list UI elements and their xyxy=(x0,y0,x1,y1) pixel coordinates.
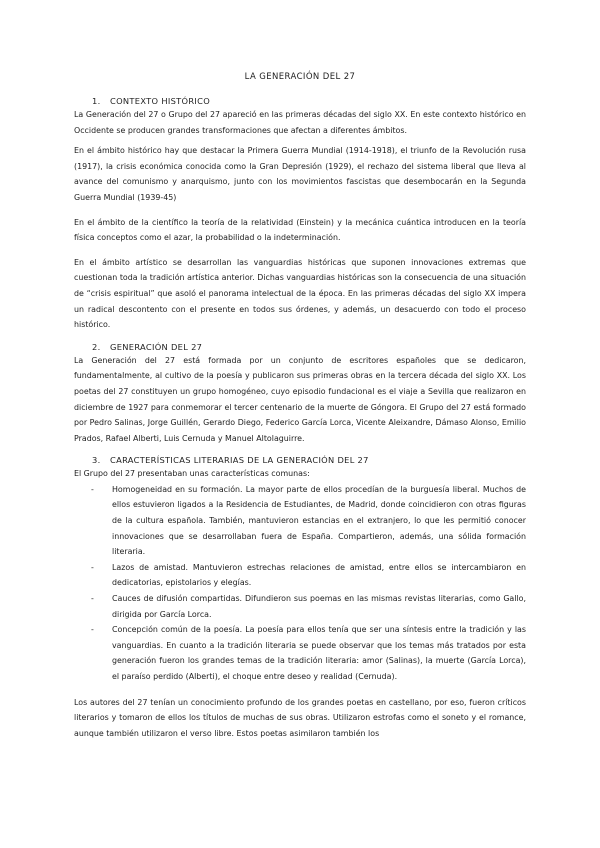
section-1-paragraph-4: En el ámbito artístico se desarrollan las vanguardias históricas que suponen innovaciones extremas que cuestionan toda la tradición artística anterior. Dichas vanguardias históricas son la consecuencia de una situación de “crisis espiritual” que asoló el panorama intelectual de la época. En las primeras décadas del siglo XX impera un radical descontento con el presente en todos sus órdenes, y además, un desacuerdo con todo el proceso histórico. xyxy=(74,257,526,330)
list-item: - Homogeneidad en su formación. La mayor parte de ellos procedían de la burguesía liberal. Muchos de ellos estuvieron ligados a la Residencia de Estudiantes, de Madrid, donde coincidieron con otras figuras de la cultura española. También, mantuvieron estancias en el extranjero, lo que les permitió conocer innovaciones que se desarrollaban fuera de España. Compartieron, además, una sólida formación literaria. xyxy=(74,482,526,560)
section-3-title: CARACTERÍSTICAS LITERARIAS DE LA GENERACIÓN DEL 27 xyxy=(110,455,369,466)
section-3-number: 3. xyxy=(92,455,101,466)
bullet-marker: - xyxy=(91,484,94,494)
section-1-title: CONTEXTO HISTÓRICO xyxy=(110,96,211,106)
bullet-marker: - xyxy=(91,625,94,635)
section-2-number: 2. xyxy=(92,341,101,352)
list-item: - Lazos de amistad. Mantuvieron estrechas relaciones de amistad, entre ellos se intercambiaron en dedicatorias, epistolarios y elegías. xyxy=(74,560,526,591)
section-2-paragraph-1: La Generación del 27 está formada por un conjunto de escritores españoles que se dedicaron, fundamentalmente, al cultivo de la poesía y publicaron sus primeras obras en la tercera década del siglo XX. Los poetas del 27 constituyen un grupo homogéneo, cuyo episodio fundacional es el viaje a Sevilla que realizaron en diciembre de 1927 para conmemorar el tercer centenario de la muerte de Góngora. El Grupo del 27 está formado por Pedro Salinas, Jorge Guillén, Gerardo Diego, Federico García Lorca, Vicente Aleixandre, Dámaso Alonso, Emilio Prados, Rafael Alberti, Luis Cernuda y Manuel Altolaguirre. xyxy=(74,355,526,443)
section-3-heading xyxy=(92,455,526,465)
list-item: - Cauces de difusión compartidas. Difundieron sus poemas en las mismas revistas literarias, como Gallo, dirigida por García Lorca. xyxy=(74,591,526,622)
section-3-intro: El Grupo del 27 presentaban unas características comunas: xyxy=(74,469,310,479)
section-2-title: GENERACIÓN DEL 27 xyxy=(110,341,203,352)
bullet-marker: - xyxy=(91,594,94,604)
document-title: LA GENERACIÓN DEL 27 xyxy=(244,72,356,82)
section-1-paragraph-2: En el ámbito histórico hay que destacar la Primera Guerra Mundial (1914-1918), el triunfo de la Revolución rusa (1917), la crisis económica conocida como la Gran Depresión (1929), el rechazo del sistema liberal que lleva al avance del comunismo y anarquismo, junto con los movimientos fascistas que desembocarán en la Segunda Guerra Mundial (1939-45) xyxy=(74,146,526,202)
section-1-number: 1. xyxy=(92,96,101,106)
section-3-closing-paragraph: Los autores del 27 tenían un conocimiento profundo de los grandes poetas en castellano, por eso, fueron críticos literarios y tomaron de ellos los títulos de muchas de sus obras. Utilizaron estrofas como el soneto y el romance, aunque también utilizaron el verso libre. Estos poetas asimilaron también los xyxy=(74,697,526,738)
characteristics-list xyxy=(74,482,526,685)
section-2-heading xyxy=(92,342,526,352)
section-1-paragraph-1: La Generación del 27 o Grupo del 27 apareció en las primeras décadas del siglo XX. En este contexto histórico en Occidente se producen grandes transformaciones que afectan a diferentes ámbitos. xyxy=(74,110,526,135)
bullet-marker: - xyxy=(91,562,94,572)
section-1-paragraph-3: En el ámbito de la científico la teoría de la relatividad (Einstein) y la mecánica cuántica introducen en la teoría física conceptos como el azar, la probabilidad o la indeterminación. xyxy=(74,217,526,243)
list-item: - Concepción común de la poesía. La poesía para ellos tenía que ser una síntesis entre la tradición y las vanguardias. En cuanto a la tradición literaria se puede observar que los temas más tratados por esta generación fueron los grandes temas de la tradición literaria: amor (Salinas), la muerte (García Lorca), el paraíso perdido (Alberti), el choque entre deseo y realidad (Cernuda). xyxy=(74,622,526,684)
section-1-heading xyxy=(92,96,526,106)
